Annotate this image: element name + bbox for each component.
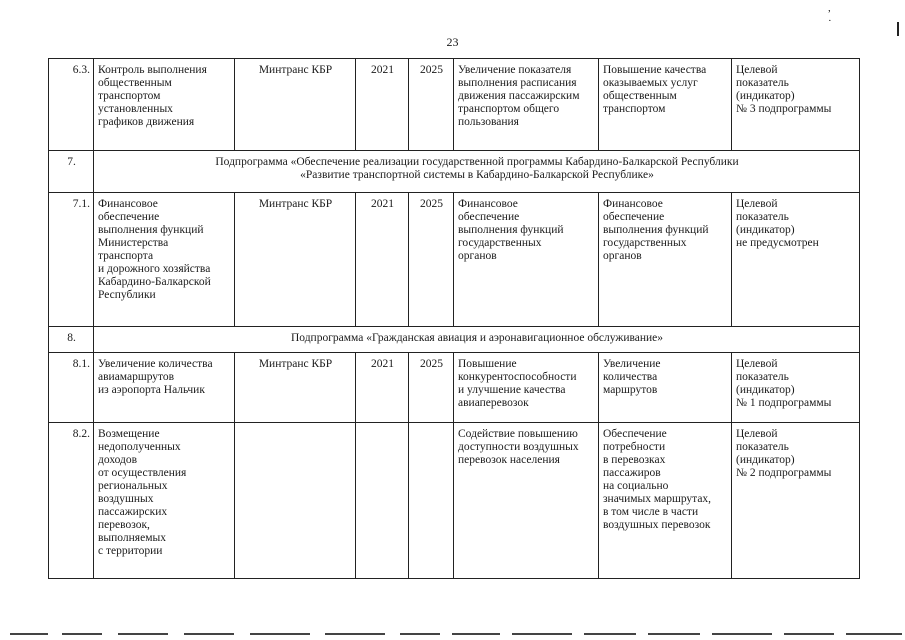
text-line: «Развитие транспортной системы в Кабардино-Балкарской Республике» [300,169,654,181]
text-line: Обеспечение [603,428,667,440]
text-line: доходов [98,454,138,466]
text-line: общественным [603,90,677,102]
text-line: Контроль выполнения [98,64,207,76]
text-line: из аэропорта Нальчик [98,384,205,396]
text-line: № 2 подпрограммы [736,467,832,479]
text-line: авиаперевозок [458,397,529,409]
text-line: Финансовое [98,198,158,210]
text-line: (индикатор) [736,224,795,236]
cell-end-year: 2025 [409,193,454,327]
cell-start-year: 2021 [356,59,409,151]
cell-result [599,353,732,423]
text-line: количества [603,371,658,383]
text-line: Увеличение количества [98,358,213,370]
cell-indicator [732,193,860,327]
text-line: маршрутов [603,384,658,396]
text-line: на социально [603,480,669,492]
text-line: показатель [736,441,789,453]
footer-rule [648,633,700,635]
corner-marks: , · [828,2,862,27]
text-line: выполнения расписания [458,77,577,89]
text-line: (индикатор) [736,90,795,102]
cell-result [599,423,732,579]
text-line: в том числе в части [603,506,699,518]
cell-measure [454,193,599,327]
text-line: органов [458,250,497,262]
text-line: потребности [603,441,666,453]
cell-start-year [356,423,409,579]
footer-rule [184,633,234,635]
text-line: значимых маршрутах, [603,493,712,505]
text-line: показатель [736,211,789,223]
footer-rule [512,633,572,635]
subprogram-row [49,327,860,353]
text-line: от осуществления [98,467,187,479]
cell-start-year: 2021 [356,353,409,423]
text-line: пользования [458,116,519,128]
text-line: Целевой [736,198,778,210]
text-line: выполняемых [98,532,166,544]
table-row [49,423,860,579]
footer-rule [712,633,772,635]
cell-title [94,423,235,579]
text-line: перевозок, [98,519,150,531]
cell-indicator [732,59,860,151]
table-row [49,59,860,151]
cell-number: 8. [49,327,94,353]
text-line: обеспечение [458,211,520,223]
footer-rule [62,633,102,635]
footer-rule [846,633,902,635]
text-line: транспортом [98,90,161,102]
text-line: Увеличение [603,358,661,370]
footer-rule [452,633,500,635]
text-line: авиамаршрутов [98,371,175,383]
cell-start-year: 2021 [356,193,409,327]
footer-rule [325,633,385,635]
text-line: воздушных [98,493,154,505]
text-line: Подпрограмма «Гражданская авиация и аэронавигационное обслуживание» [290,332,664,344]
text-line: не предусмотрен [736,237,819,249]
cell-organization [235,423,356,579]
text-line: № 1 подпрограммы [736,397,832,409]
footer-rule [784,633,834,635]
text-line: с территории [98,545,163,557]
text-line: Целевой [736,358,778,370]
cell-number: 8.1. [49,353,94,423]
subprogram-row [49,151,860,193]
text-line: Целевой [736,64,778,76]
text-line: государственных [458,237,542,249]
text-line: Финансовое [603,198,663,210]
cell-title [94,353,235,423]
text-line: конкурентоспособности [458,371,577,383]
cell-number: 7.1. [49,193,94,327]
cell-number: 7. [49,151,94,193]
text-line: и улучшение качества [458,384,566,396]
cell-title [94,193,235,327]
cell-title [94,59,235,151]
cell-measure [454,59,599,151]
cell-end-year [409,423,454,579]
text-line: выполнения функций [458,224,564,236]
text-line: Финансовое [458,198,518,210]
text-line: Содействие повышению [458,428,578,440]
footer-rule [10,633,48,635]
cell-result [599,59,732,151]
cell-indicator [732,353,860,423]
text-line: недополученных [98,441,181,453]
table-row [49,193,860,327]
text-line: общественным [98,77,172,89]
footer-rule [584,633,636,635]
text-line: движения пассажирским [458,90,580,102]
cell-measure [454,353,599,423]
text-line: в перевозках [603,454,666,466]
cell-organization: Минтранс КБР [235,59,356,151]
page-number: 23 [446,35,459,49]
footer-rule [250,633,310,635]
text-line: (индикатор) [736,454,795,466]
edge-mark [897,22,899,36]
footer-rule [118,633,168,635]
text-line: Возмещение [98,428,160,440]
text-line: Республики [98,289,156,301]
text-line: государственных [603,237,687,249]
text-line: воздушных перевозок [603,519,711,531]
text-line: обеспечение [98,211,160,223]
cell-end-year: 2025 [409,353,454,423]
subprogram-title [94,327,860,353]
text-line: Министерства [98,237,169,249]
cell-number: 8.2. [49,423,94,579]
text-line: транспортом [603,103,666,115]
text-line: пассажиров [603,467,661,479]
text-line: показатель [736,371,789,383]
text-line: № 3 подпрограммы [736,103,832,115]
text-line: транспортом общего [458,103,560,115]
cell-measure [454,423,599,579]
text-line: показатель [736,77,789,89]
text-line: региональных [98,480,168,492]
text-line: Повышение качества [603,64,707,76]
program-table [48,58,860,579]
text-line: оказываемых услуг [603,77,698,89]
subprogram-title [94,151,860,193]
text-line: транспорта [98,250,154,262]
text-line: пассажирских [98,506,168,518]
text-line: доступности воздушных [458,441,579,453]
text-line: Повышение [458,358,517,370]
text-line: установленных [98,103,173,115]
text-line: обеспечение [603,211,665,223]
cell-end-year: 2025 [409,59,454,151]
text-line: (индикатор) [736,384,795,396]
footer-rule [400,633,440,635]
table-body [49,59,860,579]
text-line: выполнения функций [603,224,709,236]
text-line: Увеличение показателя [458,64,572,76]
cell-indicator [732,423,860,579]
cell-number: 6.3. [49,59,94,151]
text-line: перевозок населения [458,454,560,466]
text-line: Целевой [736,428,778,440]
text-line: выполнения функций [98,224,204,236]
cell-organization: Минтранс КБР [235,353,356,423]
cell-organization: Минтранс КБР [235,193,356,327]
text-line: Кабардино-Балкарской [98,276,211,288]
cell-result [599,193,732,327]
text-line: Подпрограмма «Обеспечение реализации государственной программы Кабардино-Балкарской Республики [215,156,739,168]
text-line: и дорожного хозяйства [98,263,211,275]
text-line: органов [603,250,642,262]
text-line: графиков движения [98,116,195,128]
table-row [49,353,860,423]
